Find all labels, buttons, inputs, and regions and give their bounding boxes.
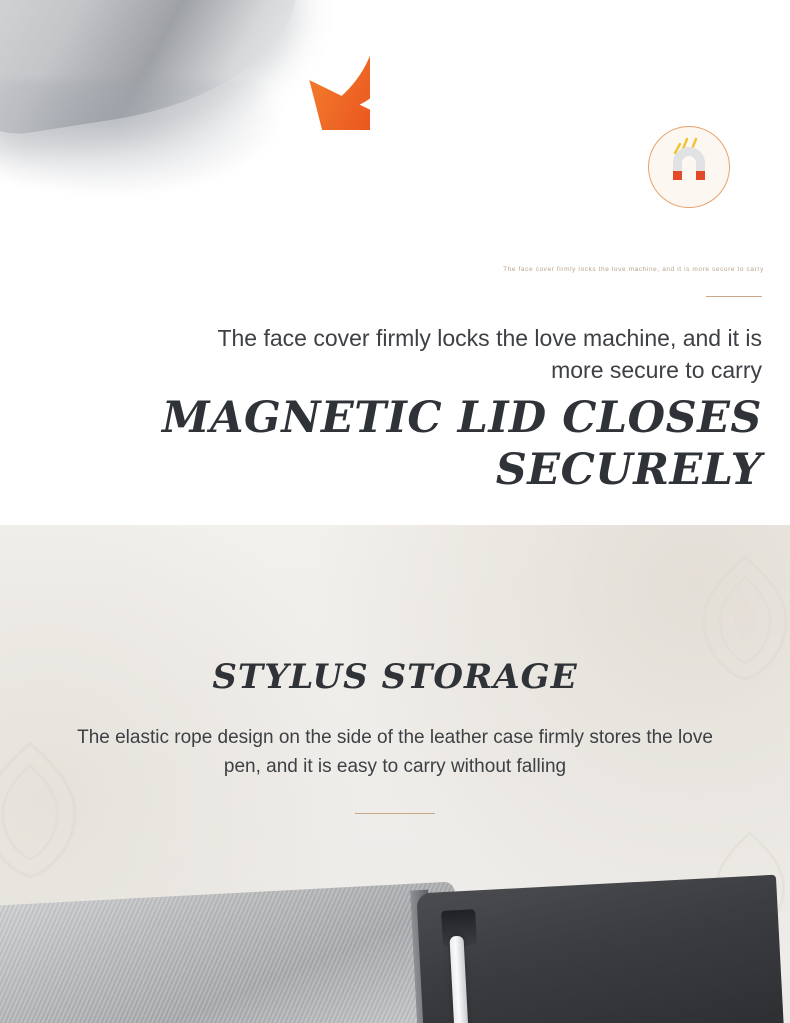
- product-fabric-surface: [0, 882, 461, 1023]
- product-photo-bottom: [0, 880, 790, 1023]
- section-two-title: STYLUS STORAGE: [212, 657, 578, 697]
- section-one-subheading: The face cover firmly locks the love machine, and it is more secure to carry: [217, 325, 762, 383]
- stylus-storage-section: [0, 525, 790, 1023]
- magnet-icon: [649, 127, 727, 205]
- magnet-badge: [648, 126, 730, 208]
- tiny-caption: The face cover firmly locks the love machine, and it is more secure to carry: [503, 266, 764, 273]
- product-case-body: [416, 875, 783, 1023]
- divider-rule-top: [706, 296, 762, 297]
- section-one-heading: MAGNETIC LID CLOSES SECURELY: [162, 393, 762, 495]
- section-two-body: The elastic rope design on the side of the leather case firmly stores the love pen, and it is easy to carry without falling: [77, 727, 713, 777]
- divider-rule-center: [355, 813, 435, 814]
